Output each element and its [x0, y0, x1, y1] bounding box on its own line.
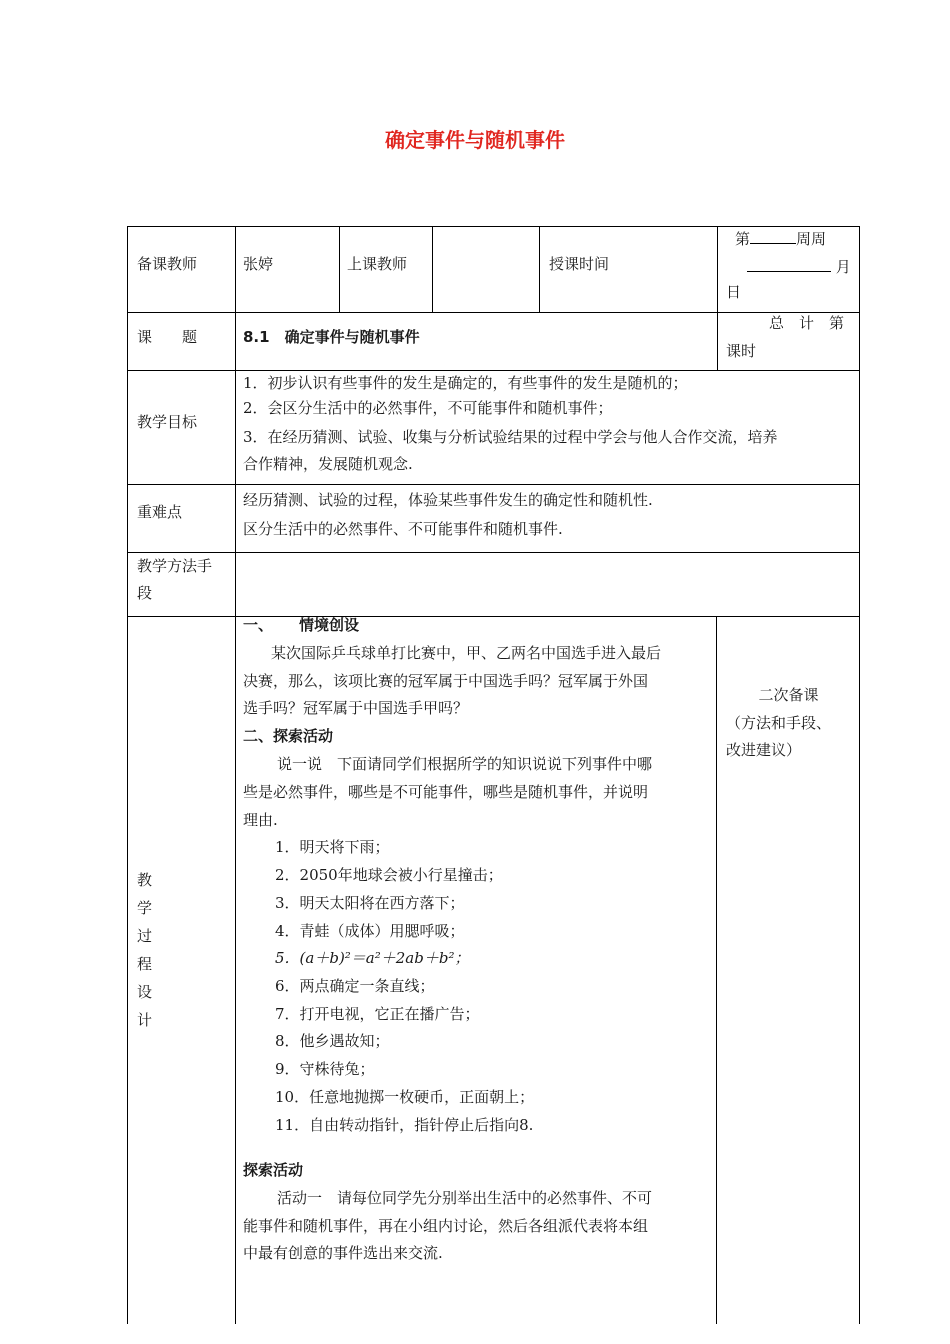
event-item: 2．2050年地球会被小行星撞击； [275, 866, 503, 884]
event-item: 4．青蛙（成体）用腮呼吸； [275, 922, 465, 940]
event-item: 6．两点确定一条直线； [275, 977, 435, 995]
event-item: 3．明天太阳将在西方落下； [275, 894, 465, 912]
row-divider [127, 616, 860, 617]
row-divider [127, 484, 860, 485]
second-prep-title: 二次备课 [758, 686, 819, 704]
total-hours-label-2: 课时 [726, 342, 757, 360]
goal-line-4: 合作精神，发展随机观念. [243, 455, 413, 473]
prep-teacher-label: 备课教师 [137, 255, 198, 273]
row-divider [127, 370, 860, 371]
process-label-char: 过 [137, 927, 153, 945]
month-blank [747, 255, 831, 272]
table-border-right [859, 226, 860, 1324]
topic-value: 8.1 确定事件与随机事件 [243, 328, 420, 346]
week-blank [750, 227, 796, 244]
method-label-line-2: 段 [137, 584, 153, 602]
goal-line-1: 1．初步认识有些事件的发生是确定的，有些事件的发生是随机的； [243, 374, 688, 392]
time-label: 授课时间 [549, 255, 610, 273]
month-suffix: 月 [835, 258, 851, 276]
section-1-title: 情境创设 [299, 616, 360, 634]
explore-line-3: 理由. [243, 811, 278, 829]
event-item: 10．任意地抛掷一枚硬币，正面朝上； [275, 1088, 535, 1106]
key-label: 重难点 [137, 503, 183, 521]
section-3-heading: 探索活动 [243, 1161, 304, 1179]
activity-line-3: 中最有创意的事件选出来交流. [243, 1244, 443, 1262]
week-field [735, 227, 826, 249]
second-prep-line-2: 改进建议） [726, 741, 802, 759]
lesson-plan-table [127, 226, 860, 1324]
process-label-char: 计 [137, 1011, 153, 1029]
event-item: 5．(a＋b)²＝a²＋2ab＋b²； [275, 949, 470, 967]
week-suffix: 周周 [796, 230, 827, 248]
class-teacher-label: 上课教师 [347, 255, 408, 273]
activity-line-1: 活动一 请每位同学先分别举出生活中的必然事件、不可 [277, 1189, 653, 1207]
event-item: 7．打开电视，它正在播广告； [275, 1005, 480, 1023]
goal-line-2: 2．会区分生活中的必然事件，不可能事件和随机事件； [243, 399, 613, 417]
key-line-1: 经历猜测、试验的过程，体验某些事件发生的确定性和随机性. [243, 491, 653, 509]
month-field [747, 255, 851, 277]
explore-line-2: 些是必然事件，哪些是不可能事件，哪些是随机事件，并说明 [243, 783, 649, 801]
key-line-2: 区分生活中的必然事件、不可能事件和随机事件. [243, 520, 563, 538]
col-divider [539, 226, 540, 312]
col-divider [339, 226, 340, 312]
row-divider [127, 312, 860, 313]
col-divider [717, 226, 718, 370]
prep-teacher-value: 张婷 [243, 255, 274, 273]
scenario-line-3: 选手吗？冠军属于中国选手甲吗？ [243, 699, 469, 717]
activity-line-2: 能事件和随机事件，再在小组内讨论，然后各组派代表将本组 [243, 1217, 649, 1235]
col-divider [716, 616, 717, 1324]
process-label-char: 学 [137, 899, 153, 917]
col-divider [432, 226, 433, 312]
goal-line-3: 3．在经历猜测、试验、收集与分析试验结果的过程中学会与他人合作交流，培养 [243, 428, 778, 446]
process-label-char: 程 [137, 955, 153, 973]
event-item: 8．他乡遇故知； [275, 1032, 390, 1050]
table-border-left [127, 226, 128, 1324]
document-title: 确定事件与随机事件 [385, 128, 565, 152]
goals-label: 教学目标 [137, 413, 198, 431]
scenario-line-2: 决赛，那么，该项比赛的冠军属于中国选手吗？冠军属于外国 [243, 672, 649, 690]
total-hours-label: 总 计 第 [769, 314, 845, 332]
section-1-heading [243, 615, 359, 635]
day-label: 日 [726, 283, 742, 301]
week-prefix: 第 [735, 230, 751, 248]
event-item: 11．自由转动指针，指针停止后指向8. [275, 1116, 534, 1134]
explore-line-1: 说一说 下面请同学们根据所学的知识说说下列事件中哪 [277, 755, 653, 773]
topic-label: 课 题 [137, 328, 198, 346]
second-prep-line-1: （方法和手段、 [726, 714, 832, 732]
method-label-line-1: 教学方法手 [137, 557, 213, 575]
event-item: 1．明天将下雨； [275, 838, 390, 856]
process-label-char: 教 [137, 871, 153, 889]
process-label-char: 设 [137, 983, 153, 1001]
event-item: 9．守株待兔； [275, 1060, 375, 1078]
section-2-heading: 二、探索活动 [243, 727, 334, 745]
row-divider [127, 552, 860, 553]
col-divider [235, 226, 236, 1324]
scenario-line-1: 某次国际乒乓球单打比赛中，甲、乙两名中国选手进入最后 [271, 644, 662, 662]
section-1-number: 一、 [243, 616, 274, 634]
